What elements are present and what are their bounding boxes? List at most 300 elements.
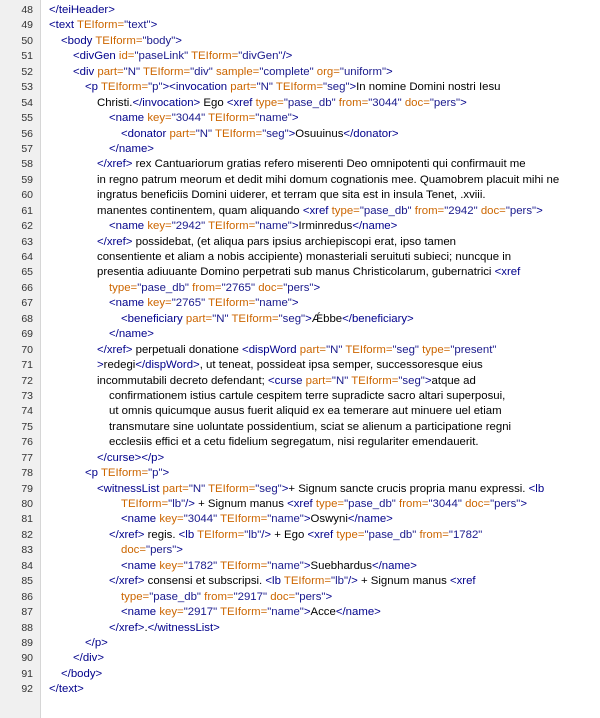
xml-tag: > [288, 127, 296, 140]
code-line[interactable] [0, 312, 600, 327]
xml-text: presentia adiuuante Domino perpetrati sub manus Christicolarum, gubernatrici [97, 266, 495, 279]
xml-value: "pase_db" [364, 528, 417, 541]
code-line[interactable] [0, 49, 600, 64]
xml-tag: > [291, 297, 299, 310]
xml-attribute: TEIform= [217, 559, 268, 572]
code-line[interactable] [0, 482, 600, 497]
xml-tag: > [97, 359, 104, 372]
xml-text: in regno patrum meorum et dedit mihi domum cognationis mee. Quamobrem placuit mihi ne [97, 173, 560, 186]
code-text [97, 451, 164, 466]
xml-value: "seg" [278, 312, 306, 325]
line-number: 65 [21, 266, 33, 279]
line-number: 64 [21, 251, 33, 263]
xml-attribute: TEIform= [283, 575, 332, 588]
xml-value: "seg" [262, 127, 289, 140]
line-number: 80 [21, 498, 33, 510]
line-number: 75 [21, 420, 33, 433]
code-line[interactable] [0, 420, 600, 435]
code-line[interactable] [0, 80, 600, 95]
xml-value: "div" [190, 65, 213, 78]
xml-tag: <xref [287, 498, 316, 510]
line-number: 54 [21, 96, 33, 109]
xml-tag: </div> [73, 652, 105, 665]
code-line[interactable] [0, 65, 600, 80]
xml-tag: <p [85, 81, 101, 94]
xml-tag: <name [109, 220, 148, 233]
code-text [121, 497, 527, 512]
xml-attribute: type= [109, 281, 138, 294]
xml-text: + Signum manus [357, 575, 450, 588]
xml-attribute: org= [313, 65, 340, 78]
xml-value: "p" [148, 467, 163, 480]
xml-tag: </name> [109, 142, 154, 155]
code-text [109, 219, 397, 234]
line-number: 70 [21, 343, 33, 356]
xml-value: "pers" [505, 204, 537, 217]
code-text [97, 343, 496, 358]
code-text [49, 18, 157, 33]
xml-tag: </p> [85, 636, 108, 649]
line-number: 76 [21, 436, 33, 449]
line-number: 48 [21, 4, 33, 16]
xml-attribute: from= [411, 204, 445, 217]
line-number: 77 [21, 451, 33, 464]
xml-value: "lb" [244, 528, 262, 541]
xml-attribute: id= [118, 50, 135, 63]
code-text [61, 34, 182, 49]
xml-attribute: TEIform= [95, 34, 143, 47]
xml-value: "text" [124, 19, 151, 32]
xml-attribute: from= [335, 96, 369, 109]
xml-tag: <beneficiary [121, 312, 186, 325]
xml-value: "body" [142, 34, 176, 47]
xml-value: "pase_db" [149, 590, 201, 603]
code-text [97, 265, 520, 280]
xml-value: "2765" [221, 281, 256, 294]
line-number: 55 [21, 112, 33, 125]
code-line[interactable] [0, 636, 600, 651]
xml-tag: </dispWord> [135, 359, 200, 372]
xml-value: "name" [255, 112, 292, 125]
line-number: 61 [21, 204, 33, 217]
xml-attribute: type= [331, 204, 360, 217]
code-text [85, 636, 108, 651]
xml-tag: > [175, 34, 182, 47]
xml-tag: <body [61, 34, 96, 47]
xml-value: "seg" [255, 482, 282, 495]
xml-value: "seg" [323, 81, 350, 94]
line-number: 51 [21, 50, 33, 63]
xml-tag: <xref [494, 266, 521, 279]
code-text [121, 127, 399, 142]
xml-attribute: part= [185, 312, 213, 325]
xml-value: "pase_db" [283, 96, 336, 109]
xml-tag: > [303, 513, 311, 526]
xml-attribute: key= [147, 220, 172, 233]
xml-attribute: TEIform= [348, 374, 399, 387]
xml-attribute: type= [418, 343, 451, 356]
code-line[interactable] [0, 590, 600, 605]
xml-attribute: TEIform= [197, 528, 245, 541]
xml-text: ecclesiis effici et a cetu fidelium segregatum, nisi regulariter emendauerit. [109, 436, 479, 449]
line-number: 78 [21, 467, 33, 480]
xml-value: "2942" [171, 220, 206, 233]
code-text [109, 327, 154, 342]
xml-tag: </xref> [97, 158, 133, 171]
xml-attribute: TEIform= [188, 50, 239, 63]
code-line[interactable] [0, 435, 600, 450]
xml-tag: > [291, 112, 299, 125]
xml-value: "pers" [429, 96, 461, 109]
xml-value: "pers" [146, 544, 177, 557]
xml-attribute: from= [188, 281, 222, 294]
code-line[interactable] [0, 651, 600, 666]
xml-value: "uniform" [339, 65, 386, 78]
line-number: 66 [21, 281, 33, 294]
xml-value: "p" [148, 81, 163, 94]
line-number: 82 [21, 528, 33, 541]
xml-attribute: doc= [267, 590, 296, 603]
code-line[interactable] [0, 374, 600, 389]
xml-value: "complete" [259, 65, 314, 78]
code-line[interactable] [0, 188, 600, 203]
line-number: 71 [21, 359, 33, 372]
xml-value: "3044" [368, 96, 402, 109]
code-text [109, 296, 299, 311]
xml-attribute: TEIform= [342, 343, 393, 356]
code-text [109, 281, 320, 296]
xml-tag: </curse></p> [97, 451, 165, 464]
xml-text: + Ego [271, 528, 308, 541]
code-line[interactable] [0, 512, 600, 527]
xml-attribute: part= [162, 482, 189, 495]
line-number: 83 [21, 544, 33, 557]
code-line[interactable] [0, 358, 600, 373]
code-line[interactable] [0, 219, 600, 234]
xml-tag: </body> [61, 667, 103, 680]
code-text [121, 312, 414, 327]
xml-tag: ><invocation [162, 81, 231, 94]
code-text [49, 682, 84, 697]
xml-value: "pase_db" [359, 204, 412, 217]
code-line[interactable] [0, 574, 600, 589]
line-number: 57 [21, 142, 33, 155]
code-text [109, 111, 299, 126]
xml-text: Suebhardus [310, 559, 372, 572]
code-text [97, 204, 543, 219]
xml-value: "2917" [233, 590, 268, 603]
xml-attribute: TEIform= [205, 112, 256, 125]
xml-tag: <divGen [73, 50, 119, 63]
xml-tag: </witnessList> [147, 621, 220, 634]
xml-value: "seg" [392, 343, 419, 356]
line-number: 89 [21, 636, 33, 649]
xml-value: "name" [255, 297, 292, 310]
code-line[interactable] [0, 327, 600, 342]
xml-value: "N" [256, 81, 273, 94]
xml-tag: <xref [449, 575, 476, 588]
line-number: 81 [21, 513, 33, 526]
xml-tag: <xref [307, 528, 337, 541]
xml-attribute: part= [305, 374, 332, 387]
line-number: 72 [21, 374, 33, 387]
xml-tag: > [162, 467, 170, 480]
line-number: 92 [21, 683, 33, 696]
xml-text: consentiente et aliam a nobis accipiente) monasteriali seruituti subieci; nuncque in [97, 251, 512, 263]
xml-tag: <lb [265, 575, 284, 588]
xml-text: In nomine Domini nostri Iesu [356, 81, 501, 94]
xml-tag: </xref> [109, 528, 145, 541]
xml-tag: </name> [109, 328, 154, 341]
code-line[interactable] [0, 466, 600, 481]
xml-value: "N" [195, 127, 213, 140]
xml-text: ut omnis quicumque ausus fuerit aliquid ex ea temerare aut minuere uel etiam [109, 405, 502, 418]
code-line[interactable] [0, 682, 600, 697]
xml-text: incommutabili decreto defendant; [97, 374, 268, 387]
xml-tag: <lb [178, 528, 198, 541]
xml-tag: <donator [121, 127, 170, 140]
xml-tag: <xref [302, 204, 332, 217]
xml-value: "name" [267, 513, 304, 526]
xml-attribute: TEIform= [121, 498, 169, 510]
xml-tag: > [281, 482, 289, 495]
xml-value: "N" [123, 65, 140, 78]
xml-attribute: key= [159, 559, 184, 572]
line-number: 91 [21, 667, 33, 680]
xml-text: Osuuinus [295, 127, 344, 140]
xml-tag: <div [73, 65, 98, 78]
xml-tag: </name> [347, 513, 393, 526]
xml-text: atque ad [431, 374, 476, 387]
xml-tag: </name> [352, 220, 398, 233]
code-text [109, 142, 154, 157]
xml-value: "1782" [448, 528, 483, 541]
xml-tag: /> [185, 498, 195, 510]
xml-value: "N" [188, 482, 206, 495]
xml-attribute: TEIform= [212, 127, 263, 140]
code-line[interactable] [0, 343, 600, 358]
xml-tag: </teiHeader> [49, 4, 115, 16]
xml-tag: > [291, 220, 299, 233]
code-line[interactable] [0, 204, 600, 219]
code-text [97, 96, 467, 111]
code-text [97, 250, 511, 265]
xml-value: "2942" [444, 204, 478, 217]
code-line[interactable] [0, 142, 600, 157]
code-line[interactable] [0, 404, 600, 419]
xml-tag: > [349, 81, 357, 94]
xml-tag: > [460, 96, 467, 109]
xml-tag: <p [85, 467, 101, 480]
code-text [85, 80, 501, 95]
code-lines [0, 3, 600, 698]
code-text [121, 590, 332, 605]
code-line[interactable] [0, 296, 600, 311]
xml-tag: /> [282, 50, 293, 63]
code-text [109, 574, 476, 589]
xml-attribute: doc= [461, 498, 491, 510]
xml-value: "paseLink" [134, 50, 189, 63]
code-line[interactable] [0, 528, 600, 543]
code-text [97, 374, 476, 389]
code-line[interactable] [0, 18, 600, 33]
xml-attribute: TEIform= [272, 81, 324, 94]
code-text [121, 559, 417, 574]
line-number: 59 [21, 173, 33, 186]
xml-value: "lb" [168, 498, 186, 510]
line-number: 60 [21, 189, 33, 202]
code-line[interactable] [0, 451, 600, 466]
xml-tag: <dispWord [242, 343, 300, 356]
xml-tag: <text [49, 19, 77, 32]
xml-text: + Signum manus [194, 498, 288, 510]
code-line[interactable] [0, 173, 600, 188]
xml-text: Ego [200, 96, 227, 109]
code-line[interactable] [0, 605, 600, 620]
xml-tag: > [305, 312, 312, 325]
code-text [121, 605, 381, 620]
line-number: 67 [21, 297, 33, 310]
xml-attribute: key= [147, 297, 172, 310]
xml-value: "2917" [183, 606, 218, 619]
code-line[interactable] [0, 281, 600, 296]
code-line[interactable] [0, 127, 600, 142]
code-line[interactable] [0, 559, 600, 574]
xml-text: transmutare sine uoluntate possidentium, sciat se alienum a participatione regni [109, 420, 512, 433]
code-text [97, 173, 559, 188]
code-line[interactable] [0, 497, 600, 512]
xml-value: "N" [331, 374, 349, 387]
xml-tag: </beneficiary> [342, 312, 414, 325]
xml-attribute: TEIform= [205, 482, 256, 495]
xml-text: perpetuali donatione [132, 343, 243, 356]
xml-text: ingratus beneficiis Domini uiderer, et terram que sita est in insula Tenet, .xviii. [97, 189, 486, 202]
xml-value: "present" [450, 343, 497, 356]
xml-attribute: from= [200, 590, 234, 603]
xml-attribute: type= [315, 498, 345, 510]
xml-attribute: key= [159, 513, 184, 526]
xml-value: "3044" [428, 498, 462, 510]
code-text [97, 157, 526, 172]
xml-attribute: TEIform= [140, 65, 191, 78]
xml-tag: <name [109, 112, 148, 125]
code-text [109, 621, 220, 636]
code-text [73, 49, 292, 64]
xml-value: "pase_db" [344, 498, 396, 510]
xml-tag: </name> [371, 559, 417, 572]
line-number: 86 [21, 590, 33, 603]
code-text [109, 420, 511, 435]
xml-value: "pers" [490, 498, 521, 510]
code-line[interactable] [0, 265, 600, 280]
line-number: 53 [21, 81, 33, 94]
code-text [121, 512, 393, 527]
xml-value: "pers" [283, 281, 314, 294]
code-line[interactable] [0, 621, 600, 636]
xml-text: manentes continentem, quam aliquando [97, 204, 303, 217]
line-number: 90 [21, 652, 33, 665]
code-text [109, 528, 482, 543]
line-number: 68 [21, 312, 33, 325]
xml-value: "name" [255, 220, 292, 233]
xml-attribute: type= [255, 96, 284, 109]
xml-tag: /> [261, 528, 272, 541]
code-text [85, 466, 169, 481]
line-number: 73 [21, 389, 33, 402]
xml-attribute: TEIform= [100, 467, 149, 480]
xml-tag: <curse [267, 374, 306, 387]
xml-tag: <xref [226, 96, 256, 109]
xml-tag: /> [347, 575, 358, 588]
xml-tag: </xref> [97, 343, 133, 356]
xml-tag: <name [121, 606, 160, 619]
xml-text: confirmationem istius cartule cespitem terre supradicte sacro altari superposui, [109, 389, 506, 402]
code-line[interactable] [0, 96, 600, 111]
xml-tag: </name> [335, 606, 381, 619]
code-text [109, 404, 502, 419]
line-number: 52 [21, 65, 33, 78]
xml-attribute: TEIform= [217, 606, 268, 619]
code-line[interactable] [0, 34, 600, 49]
xml-attribute: from= [416, 528, 449, 541]
xml-value: "lb" [331, 575, 348, 588]
xml-tag: </xref> [109, 575, 145, 588]
xml-tag: > [386, 65, 393, 78]
xml-tag: <lb [528, 482, 545, 495]
code-line[interactable] [0, 389, 600, 404]
code-text [97, 358, 483, 373]
xml-text: redegi [103, 359, 136, 372]
xml-text: . [144, 621, 148, 634]
line-number: 49 [21, 19, 33, 32]
code-line[interactable] [0, 157, 600, 172]
xml-tag: </xref> [109, 621, 145, 634]
xml-attribute: part= [299, 343, 327, 356]
xml-tag: > [303, 559, 311, 572]
line-number: 56 [21, 127, 33, 140]
line-number: 85 [21, 575, 33, 588]
line-number: 74 [21, 405, 33, 418]
line-number: 62 [21, 220, 33, 233]
code-text [73, 65, 393, 80]
code-text [49, 3, 115, 18]
xml-value: "2765" [171, 297, 206, 310]
xml-text: Irminredus [298, 220, 353, 233]
code-line[interactable] [0, 667, 600, 682]
code-line[interactable] [0, 235, 600, 250]
code-line[interactable] [0, 111, 600, 126]
xml-attribute: type= [336, 528, 365, 541]
xml-text: consensi et subscripsi. [144, 575, 266, 588]
xml-attribute: from= [395, 498, 429, 510]
line-number: 79 [21, 482, 33, 495]
code-line[interactable] [0, 3, 600, 18]
xml-value: "name" [267, 606, 304, 619]
xml-tag: </xref> [97, 235, 133, 248]
xml-attribute: part= [97, 65, 124, 78]
code-text [109, 389, 505, 404]
code-text [61, 667, 102, 682]
xml-attribute: key= [147, 112, 172, 125]
code-line[interactable] [0, 543, 600, 558]
line-number: 50 [21, 34, 33, 47]
xml-attribute: doc= [401, 96, 430, 109]
code-line[interactable] [0, 250, 600, 265]
xml-text: Acce [310, 606, 336, 619]
xml-text: Oswyni [310, 513, 348, 526]
xml-attribute: TEIform= [205, 220, 256, 233]
xml-tag: > [176, 544, 183, 557]
